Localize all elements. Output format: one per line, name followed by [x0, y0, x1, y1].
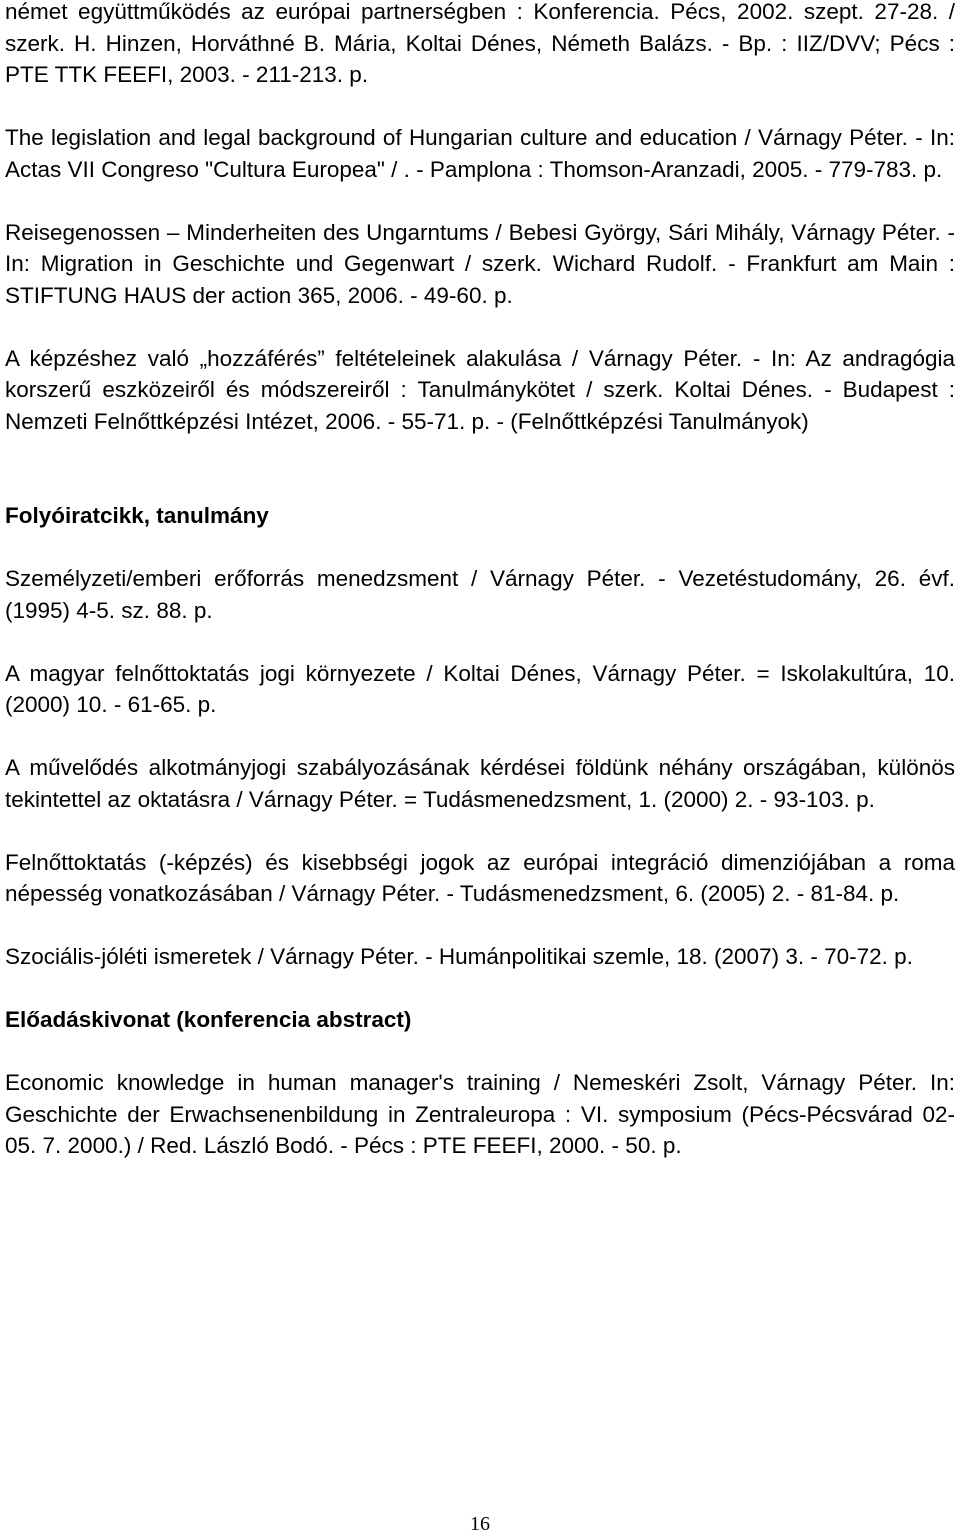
bibliography-entry: A magyar felnőttoktatás jogi környezete / Koltai Dénes, Várnagy Péter. = Iskolakultúra, 10. (2000) 10. - 61-65. p. [5, 660, 955, 717]
spacer [5, 973, 955, 1005]
spacer [5, 721, 955, 753]
spacer [5, 185, 955, 217]
bibliography-entry: német együttműködés az európai partnerségben : Konferencia. Pécs, 2002. szept. 27-28. / szerk. H. Hinzen, Horváthné B. Mária, Koltai Dénes, Németh Balázs. - Bp. : IIZ/DVV; Pécs : PTE TTK FEEFI, 2003. - 211-213. p. [5, 0, 955, 87]
spacer [5, 626, 955, 658]
spacer [5, 815, 955, 847]
bibliography-entry: The legislation and legal background of Hungarian culture and education / Várnagy Péter. - In: Actas VII Congreso "Cultura Europea" / . - Pamplona : Thomson-Aranzadi, 2005. - 779-783. p. [5, 125, 955, 182]
spacer [5, 532, 955, 564]
bibliography [5, 0, 955, 1162]
spacer [5, 910, 955, 942]
spacer [5, 91, 955, 123]
spacer [5, 1036, 955, 1068]
bibliography-entry: Személyzeti/emberi erőforrás menedzsment / Várnagy Péter. - Vezetéstudomány, 26. évf. (1995) 4-5. sz. 88. p. [5, 566, 955, 623]
spacer [5, 469, 955, 501]
bibliography-entry: A képzéshez való „hozzáférés” feltételeinek alakulása / Várnagy Péter. - In: Az andragógia korszerű eszközeiről és módszereiről : Tanulmánykötet / szerk. Koltai Dénes. - Budapest : Nemzeti Felnőttképzési Intézet, 2006. - 55-71. p. - (Felnőttképzési Tanulmányok) [5, 345, 955, 434]
bibliography-entry: Economic knowledge in human manager's training / Nemeskéri Zsolt, Várnagy Péter. In: Geschichte der Erwachsenenbildung in Zentraleuropa : VI. symposium (Pécs-Pécsvárad 02-05. 7. 2000.) / Red. László Bodó. - Pécs : PTE FEEFI, 2000. - 50. p. [5, 1070, 955, 1158]
page-number: 16 [470, 1513, 490, 1535]
bibliography-entry: Felnőttoktatás (-képzés) és kisebbségi jogok az európai integráció dimenziójában a roma népesség vonatkozásában / Várnagy Péter. - Tudásmenedzsment, 6. (2005) 2. - 81-84. p. [5, 849, 955, 906]
section-heading-abstracts: Előadáskivonat (konferencia abstract) [5, 1007, 412, 1032]
bibliography-entry: A művelődés alkotmányjogi szabályozásának kérdései földünk néhány országában, különös tekintettel az oktatásra / Várnagy Péter. = Tudásmenedzsment, 1. (2000) 2. - 93-103. p. [5, 755, 955, 812]
bibliography-entry: Szociális-jóléti ismeretek / Várnagy Péter. - Humánpolitikai szemle, 18. (2007) 3. - 70-72. p. [5, 944, 913, 969]
section-heading-articles: Folyóiratcikk, tanulmány [5, 503, 269, 528]
spacer [5, 311, 955, 343]
spacer [5, 437, 955, 469]
bibliography-entry: Reisegenossen – Minderheiten des Ungarntums / Bebesi György, Sári Mihály, Várnagy Péter. - In: Migration in Geschichte und Gegenwart / szerk. Wichard Rudolf. - Frankfurt am Main : STIFTUNG HAUS der action 365, 2006. - 49-60. p. [5, 219, 955, 308]
